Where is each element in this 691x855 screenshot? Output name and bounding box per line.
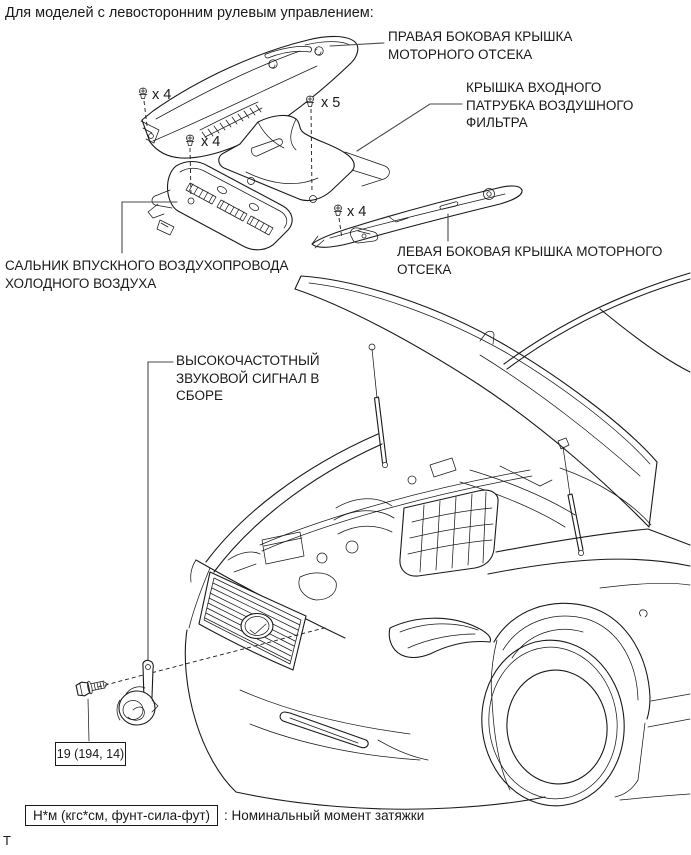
- callout-line: САЛЬНИК ВПУСКНОГО ВОЗДУХОПРОВОДА: [5, 258, 289, 273]
- page-title: Для моделей с левосторонним рулевым управлением:: [5, 5, 374, 21]
- torque-legend: [25, 805, 424, 826]
- left-side-cover-part: [312, 186, 522, 248]
- push-clip-icon: [306, 96, 314, 106]
- torque-unit-box: Н*м (кгс*см, фунт-сила-фут): [25, 805, 218, 826]
- callout-horn-assembly: [176, 352, 320, 405]
- push-clip-icon: [139, 88, 147, 98]
- fastener-count-label: x 4: [201, 134, 221, 150]
- right-fender: [488, 529, 690, 617]
- callout-cold-air-intake-seal: [5, 257, 288, 292]
- grille: [199, 572, 306, 670]
- callout-line: ФИЛЬТРА: [466, 115, 528, 130]
- torque-legend-note: : Номинальный момент затяжки: [224, 808, 425, 823]
- hood-open: [295, 276, 657, 527]
- callout-line: ВЫСОКОЧАСТОТНЫЙ: [176, 353, 320, 368]
- horn-bolt-icon: [76, 677, 109, 697]
- fastener-count-label: x 4: [347, 204, 367, 220]
- callout-line: ЛЕВАЯ БОКОВАЯ КРЫШКА МОТОРНОГО: [397, 244, 663, 259]
- callout-air-filter-inlet-cover: [466, 79, 633, 132]
- push-clip-icon: [334, 205, 342, 215]
- fastener-count-label: x 5: [321, 95, 341, 111]
- callout-line: ПРАВАЯ БОКОВАЯ КРЫШКА: [388, 29, 573, 44]
- callout-line: КРЫШКА ВХОДНОГО: [466, 80, 602, 95]
- callout-line: ХОЛОДНОГО ВОЗДУХА: [5, 275, 157, 291]
- fog-lamp: [280, 712, 368, 748]
- callout-right-side-cover: [388, 28, 572, 63]
- torque-value-box: 19 (194, 14): [55, 742, 126, 766]
- callout-left-side-cover: [397, 243, 662, 278]
- callout-line: ОТСЕКА: [397, 261, 452, 277]
- callout-line: ЗВУКОВОЙ СИГНАЛ В: [176, 370, 320, 386]
- fastener-count-label: x 4: [152, 87, 172, 103]
- callout-line: МОТОРНОГО ОТСЕКА: [388, 46, 533, 62]
- headlight: [389, 618, 490, 657]
- corner-marker: Т: [3, 833, 11, 848]
- torque-leader-line: [88, 699, 89, 741]
- brand-emblem-icon: [241, 614, 273, 639]
- front-wheel: [472, 603, 690, 814]
- callout-line: ПАТРУБКА ВОЗДУШНОГО: [466, 97, 634, 113]
- callout-line: СБОРЕ: [176, 388, 223, 403]
- engine-bay: [206, 434, 575, 600]
